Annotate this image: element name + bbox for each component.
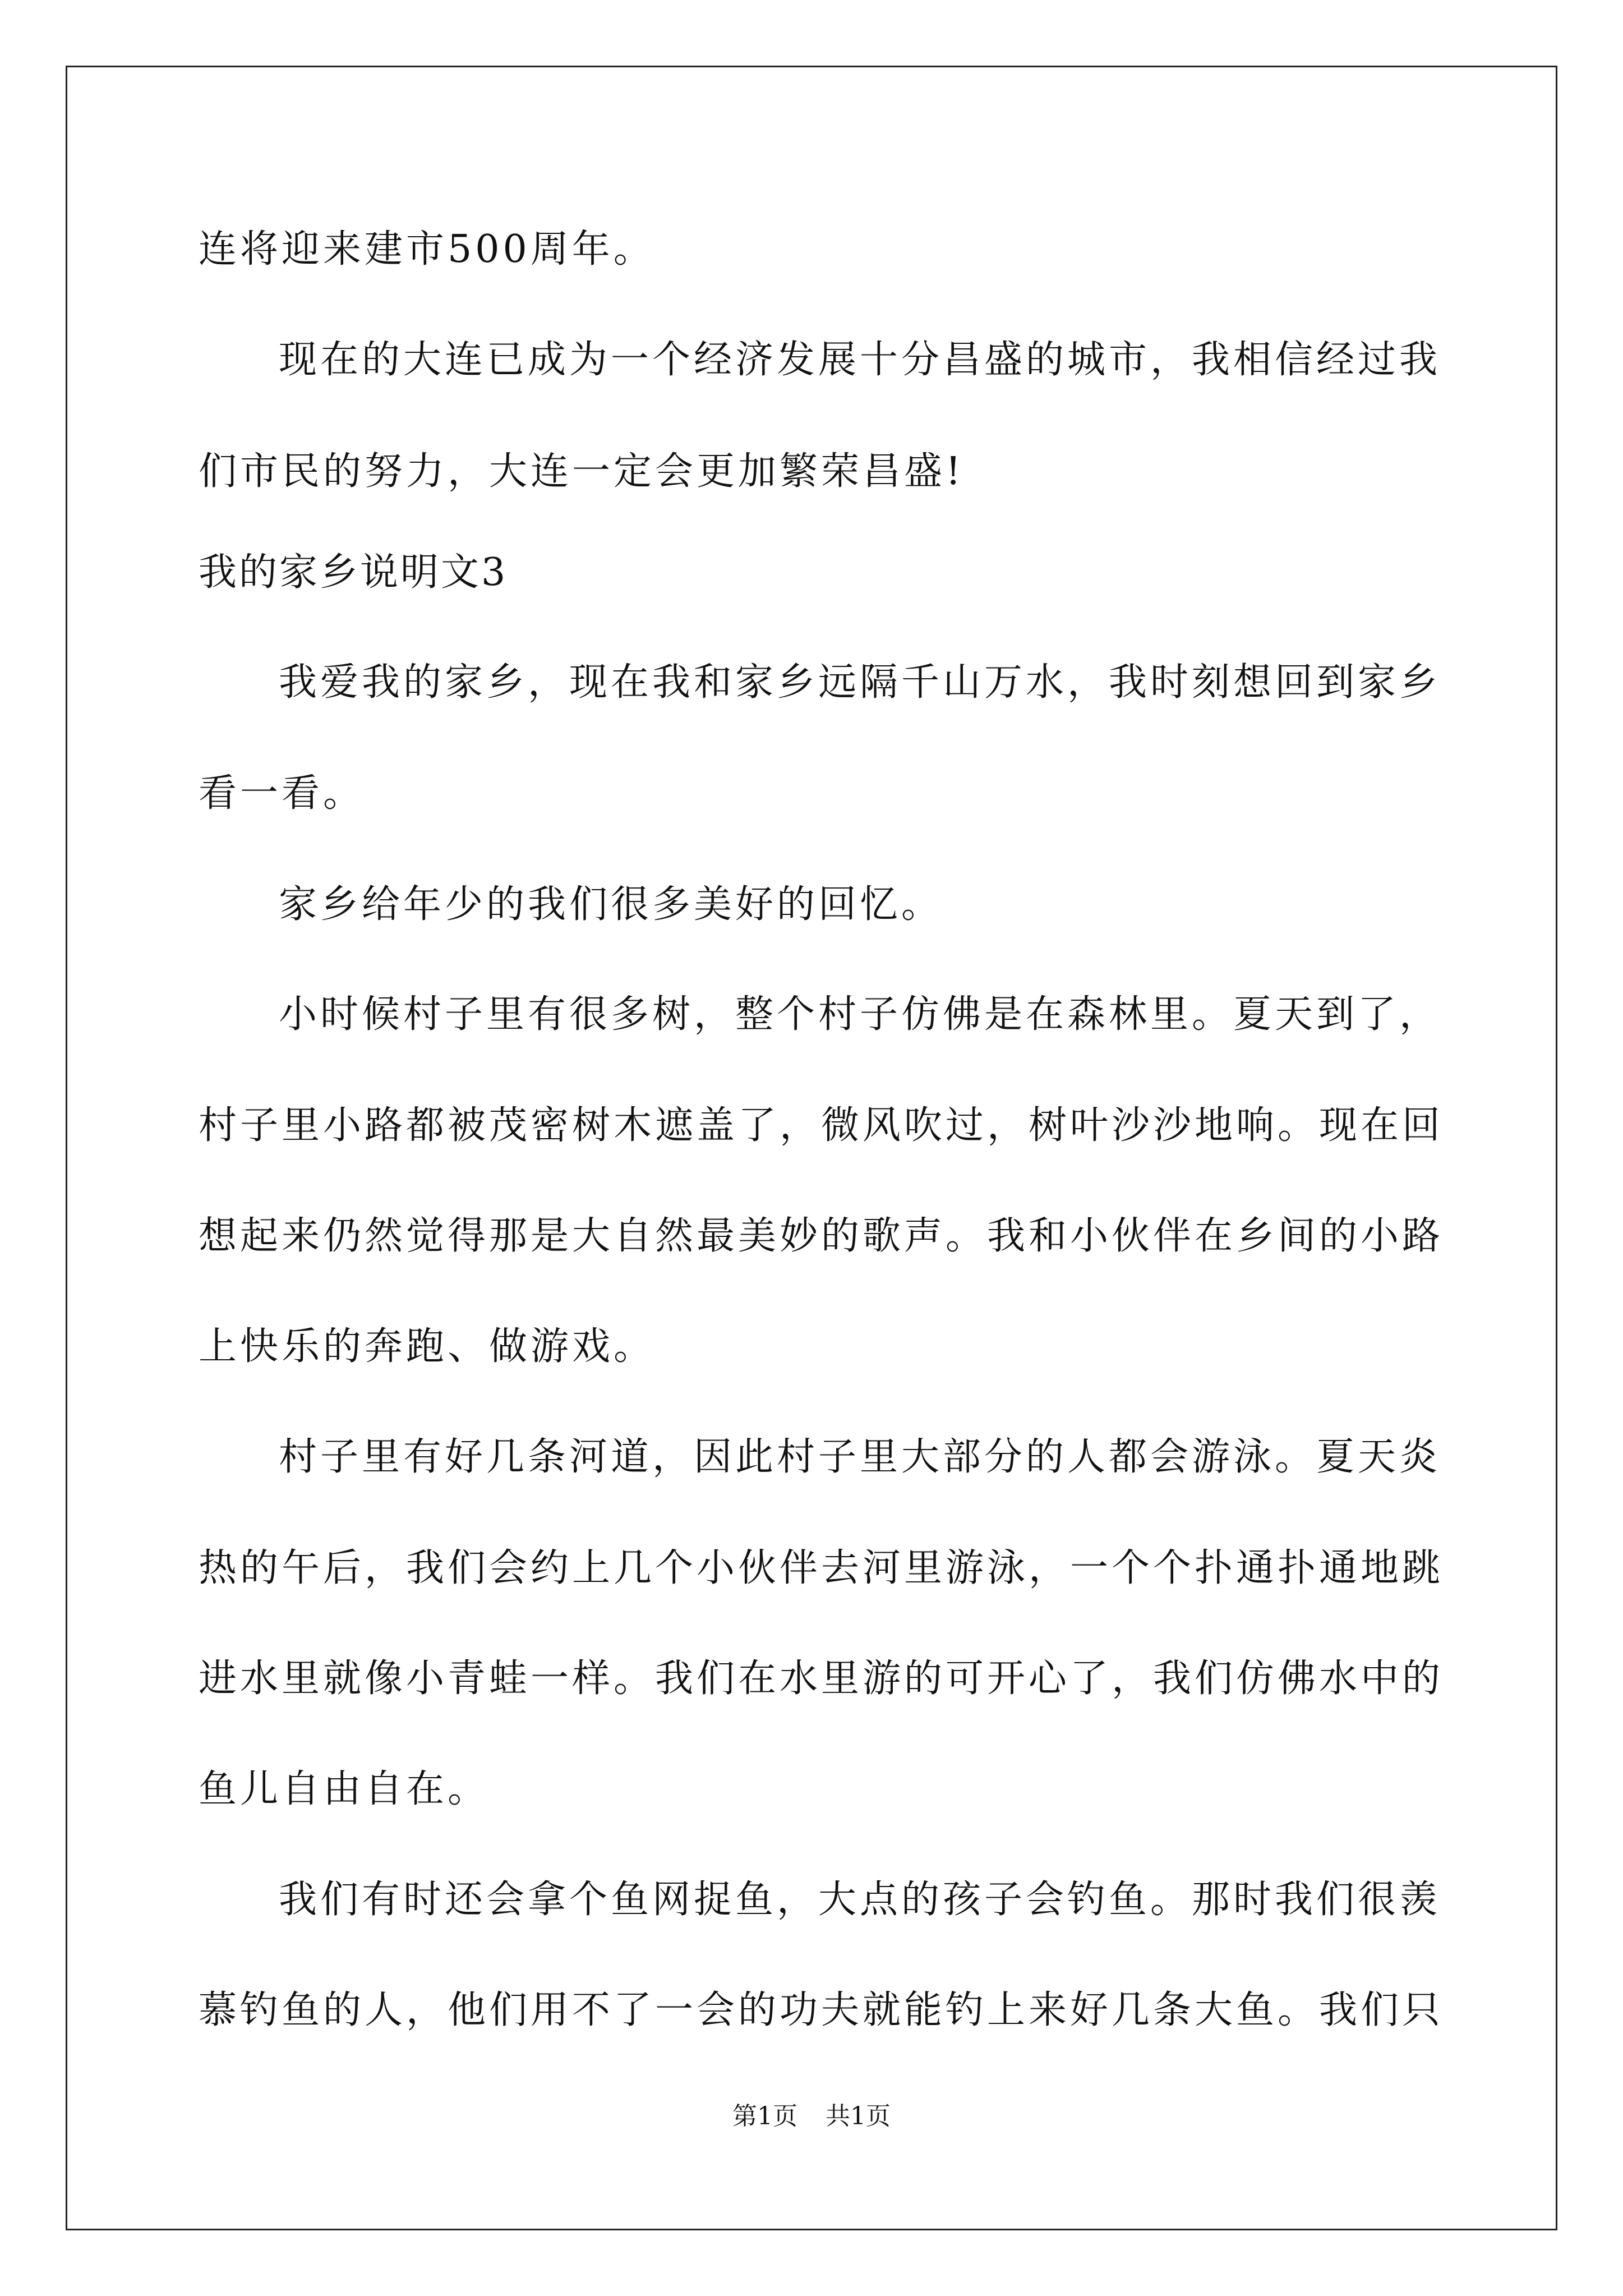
text-line: 上快乐的奔跑、做游戏。: [199, 1324, 656, 1369]
text-line: 我们有时还会拿个鱼网捉鱼，大点的孩子会钓鱼。那时我们很羡: [279, 1878, 1441, 1922]
text-line: 进水里就像小青蛙一样。我们在水里游的可开心了，我们仿佛水中的: [199, 1657, 1444, 1701]
text-line: 村子里有好几条河道，因此村子里大部分的人都会游泳。夏天炎: [279, 1435, 1441, 1479]
text-line: 现在的大连已成为一个经济发展十分昌盛的城市，我相信经过我: [279, 338, 1441, 382]
page-total: 共1页: [826, 2102, 891, 2131]
text-line: 小时候村子里有很多树，整个村子仿佛是在森林里。夏天到了，: [279, 992, 1441, 1037]
page-footer: [0, 2101, 1623, 2132]
text-line: 连将迎来建市500周年。: [199, 227, 655, 272]
text-line: 慕钓鱼的人，他们用不了一会的功夫就能钓上来好几条大鱼。我们只: [199, 1988, 1444, 2032]
text-line: 村子里小路都被茂密树木遮盖了，微风吹过，树叶沙沙地响。现在回: [199, 1103, 1444, 1148]
page-number: 第1页: [732, 2102, 797, 2131]
text-line: 想起来仍然觉得那是大自然最美妙的歌声。我和小伙伴在乡间的小路: [199, 1214, 1444, 1258]
text-line: 看一看。: [199, 771, 365, 816]
text-line: 家乡给年少的我们很多美好的回忆。: [279, 882, 943, 927]
text-line: 热的午后，我们会约上几个小伙伴去河里游泳，一个个扑通扑通地跳: [199, 1546, 1444, 1590]
section-title: 我的家乡说明文3: [199, 550, 508, 595]
text-line: 鱼儿自由自在。: [199, 1767, 490, 1811]
text-line: 我爱我的家乡，现在我和家乡远隔千山万水，我时刻想回到家乡: [279, 660, 1441, 705]
text-line: 们市民的努力，大连一定会更加繁荣昌盛!: [199, 449, 965, 494]
